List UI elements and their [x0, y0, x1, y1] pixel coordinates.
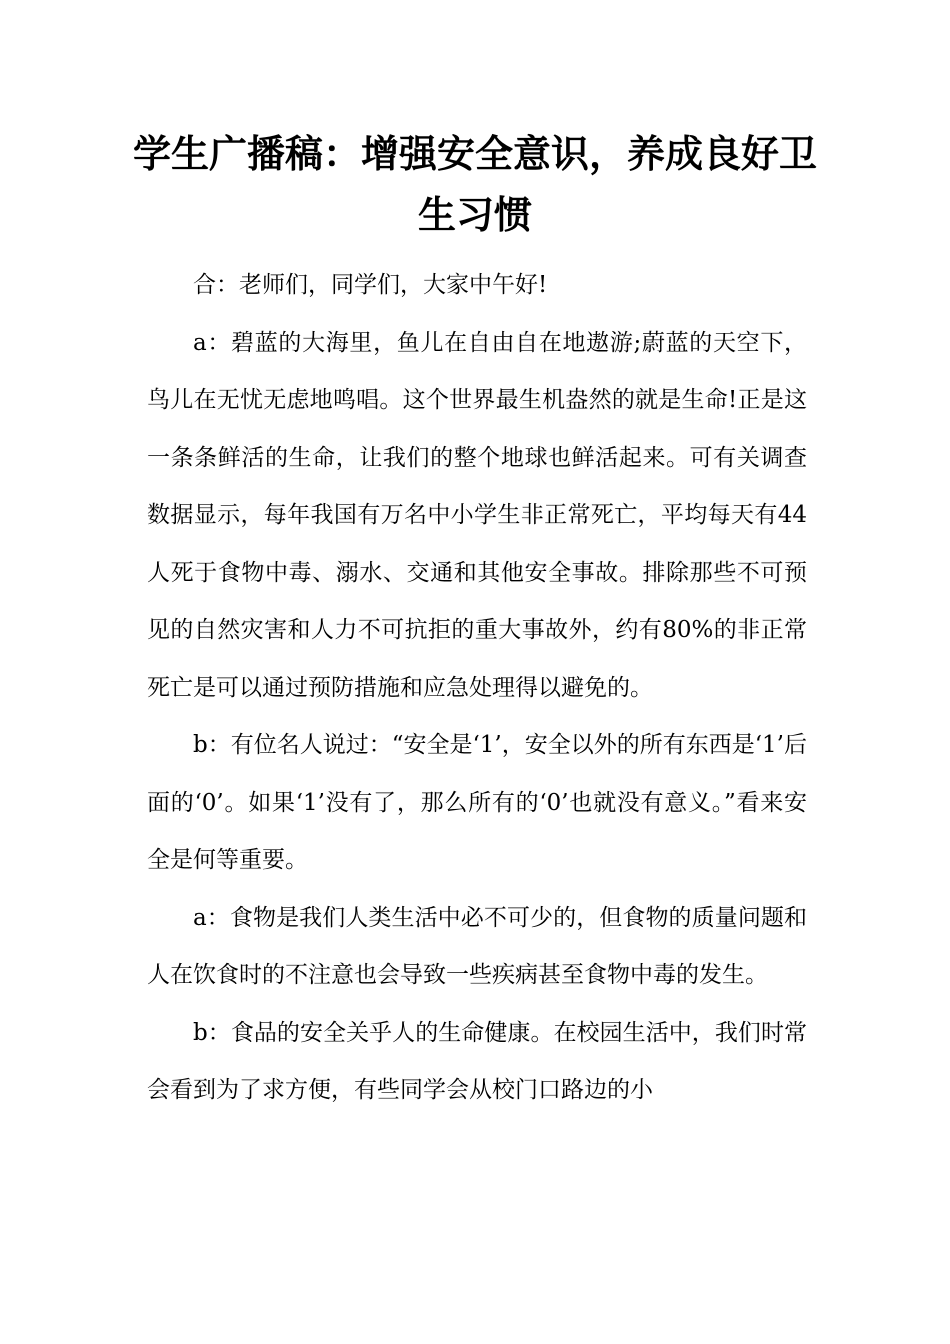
document-body	[147, 257, 807, 1120]
paragraph: a：食物是我们人类生活中必不可少的，但食物的质量问题和人在饮食时的不注意也会导致一些疾病甚至食物中毒的发生。	[147, 904, 807, 988]
paragraph: b：食品的安全关乎人的生命健康。在校园生活中，我们时常会看到为了求方便，有些同学会从校门口路边的小	[147, 1019, 807, 1103]
paragraph: a：碧蓝的大海里，鱼儿在自由自在地遨游;蔚蓝的天空下，鸟儿在无忧无虑地鸣唱。这个世界最生机盎然的就是生命!正是这一条条鲜活的生命，让我们的整个地球也鲜活起来。可有关调查数据显示，每年我国有万名中小学生非正常死亡，平均每天有44人死于食物中毒、溺水、交通和其他安全事故。排除那些不可预见的自然灾害和人力不可抗拒的重大事故外，约有80%的非正常死亡是可以通过预防措施和应急处理得以避免的。	[147, 329, 807, 701]
paragraph: 合：老师们，同学们，大家中午好!	[193, 272, 548, 298]
page-title: 学生广播稿：增强安全意识，养成良好卫生习惯	[132, 132, 817, 237]
paragraph: b：有位名人说过：“安全是‘1’，安全以外的所有东西是‘1’后面的‘0’。如果‘1’没有了，那么所有的‘0’也就没有意义。”看来安全是何等重要。	[147, 732, 807, 873]
